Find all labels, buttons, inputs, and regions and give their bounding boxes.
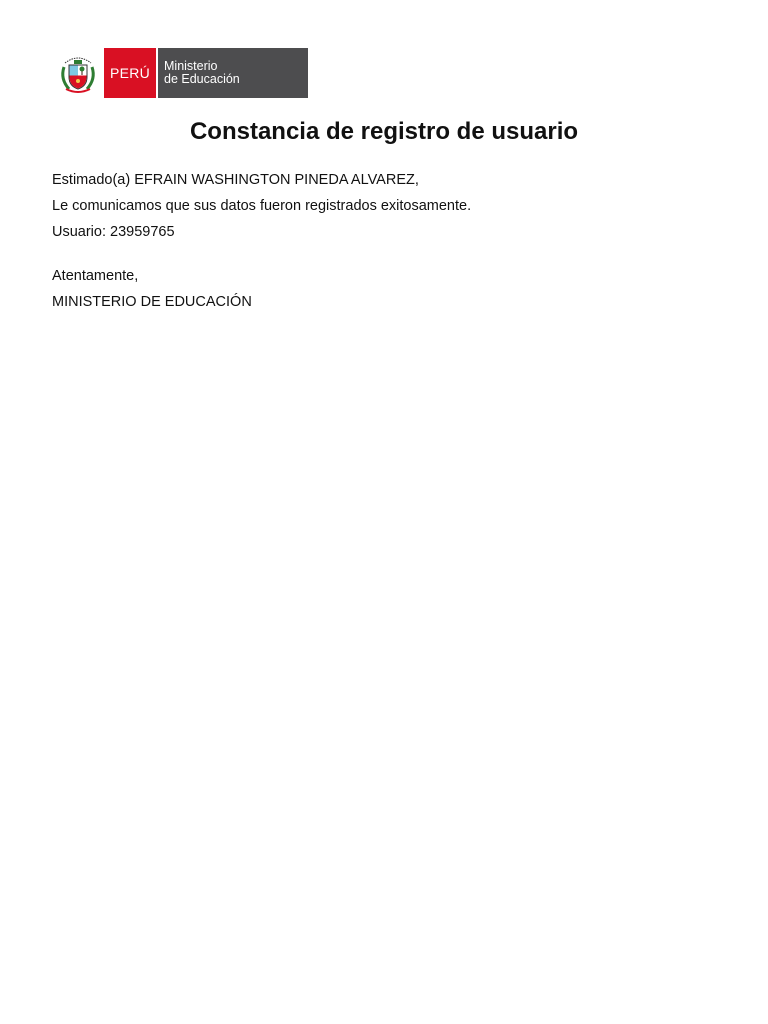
ministry-label	[158, 48, 308, 98]
signature-line: MINISTERIO DE EDUCACIÓN	[52, 294, 252, 310]
peru-label: PERÚ	[104, 48, 156, 98]
peru-coat-of-arms-icon	[52, 48, 104, 98]
minedu-logo	[52, 48, 308, 98]
document-title: Constancia de registro de usuario	[189, 118, 579, 145]
username-line: Usuario: 23959765	[52, 224, 175, 240]
ministry-label-line2: de Educación	[164, 72, 240, 86]
confirmation-message: Le comunicamos que sus datos fueron registrados exitosamente.	[52, 198, 472, 214]
ministry-label-line1: Ministerio	[164, 59, 218, 73]
closing-line: Atentamente,	[52, 268, 139, 284]
greeting-line: Estimado(a) EFRAIN WASHINGTON PINEDA ALVAREZ,	[52, 172, 419, 188]
